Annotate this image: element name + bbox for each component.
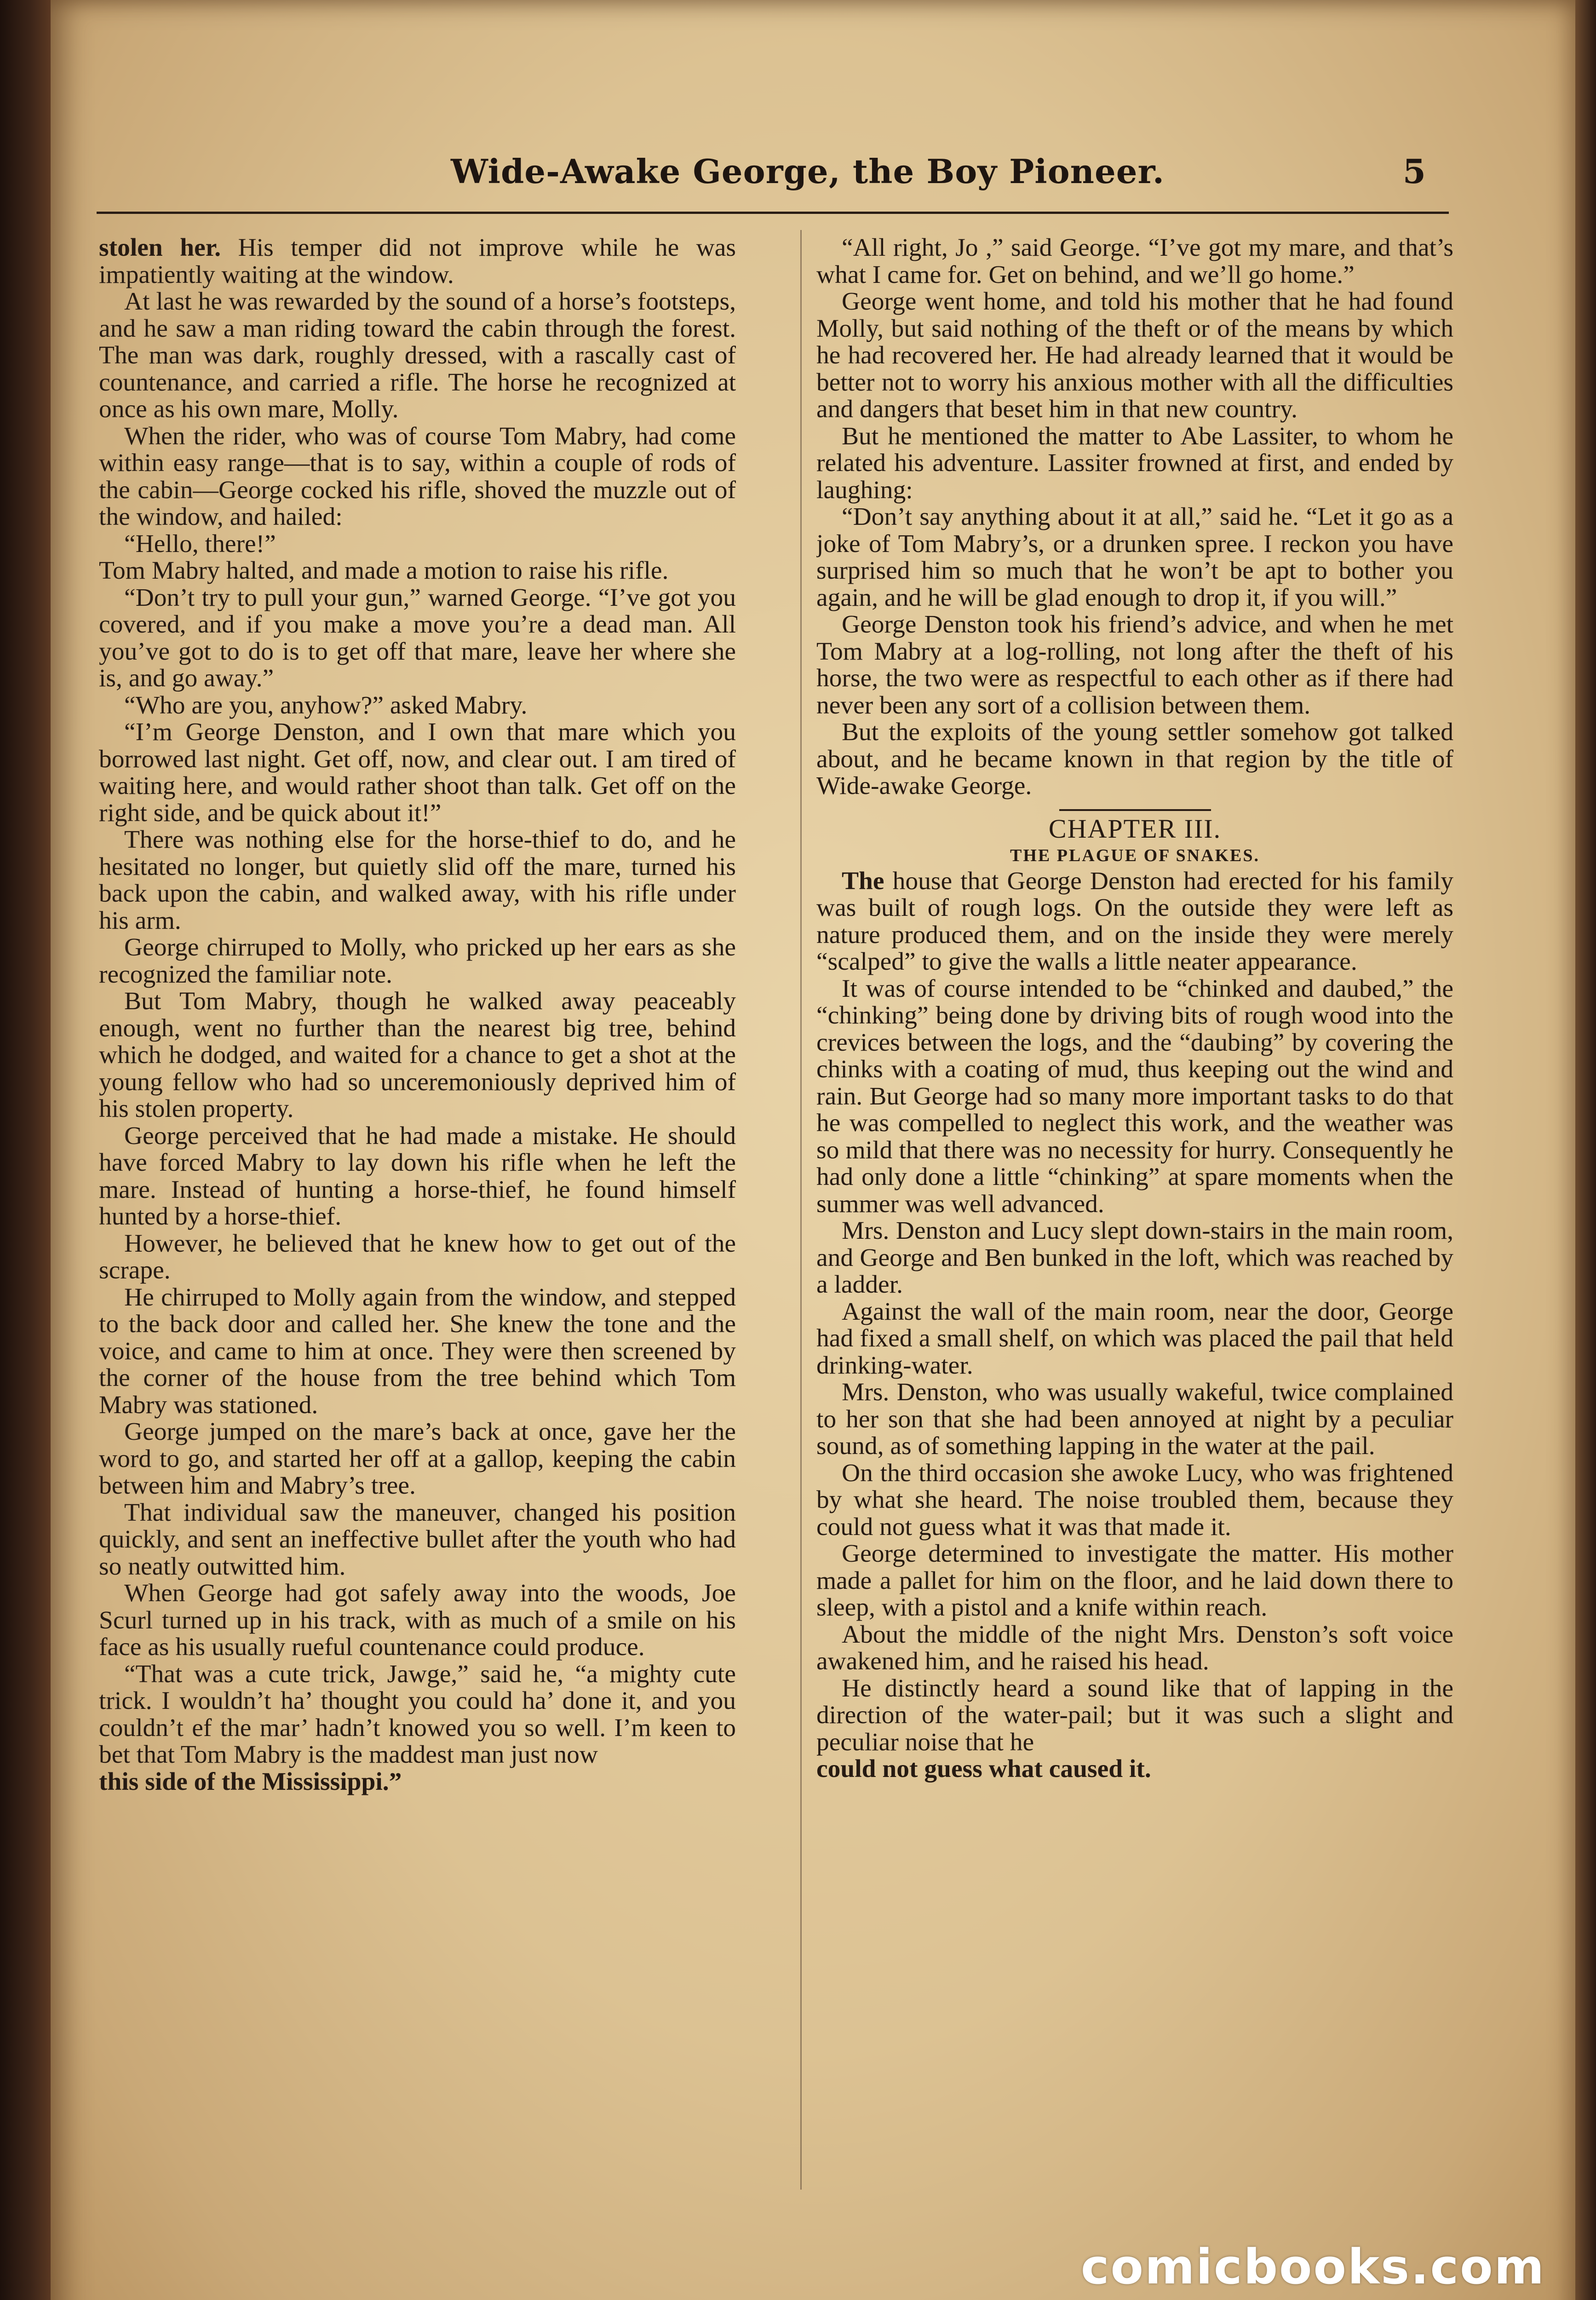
header-rule: [97, 212, 1449, 214]
chapter-subtitle: THE PLAGUE OF SNAKES.: [1010, 845, 1260, 865]
paragraph: It was of course intended to be “chinked and daubed,” the “chinking” being done by driving bits of rough wood into the crevices between the logs, and the “daubing” by covering the chinks with a coating of mud, thus keeping out the wind and rain. But George had so many more important tasks to do that he was compelled to neglect this work, and the weather was so mild that there was no necessity for hurry. Consequently he had only done a little “chinking” at spare moments when the summer was well advanced.: [816, 974, 1453, 1218]
paragraph: “I’m George Denston, and I own that mare which you borrowed last night. Get off, now, and clear out. I am tired of waiting here, and would rather shoot than talk. Get off on the right side, and be quick about it!”: [99, 718, 736, 827]
paragraph: He chirruped to Molly again from the window, and stepped to the back door and called her. She knew the tone and the voice, and came to him at once. They were then screened by the corner of the house from the tree behind which Tom Mabry was stationed.: [99, 1283, 736, 1419]
paragraph-closing-line: this side of the Mississippi.”: [99, 1767, 402, 1796]
paragraph: George Denston took his friend’s advice, and when he met Tom Mabry at a log-rolling, not long after the theft of his horse, the two were as respectful to each other as if there had never been any sort of a collision between them.: [816, 610, 1453, 719]
paragraph: Against the wall of the main room, near the door, George had fixed a small shelf, on which was placed the pail that held drinking-water.: [816, 1297, 1453, 1380]
paragraph: [816, 868, 1453, 976]
paragraph: George determined to investigate the matter. His mother made a pallet for him on the floor, and he laid down there to sleep, with a pistol and a knife within reach.: [816, 1540, 1453, 1622]
paragraph-lead: The: [842, 867, 884, 895]
running-header: [120, 152, 1440, 207]
paragraph: There was nothing else for the horse-thief to do, and he hesitated no longer, but quietly slid off the mare, turned his back upon the cabin, and walked away, with his rifle under his arm.: [99, 826, 736, 935]
paragraph: When George had got safely away into the woods, Joe Scurl turned up in his track, with as much of a smile on his face as his usually rueful countenance could produce.: [99, 1579, 736, 1661]
paragraph: “Don’t try to pull your gun,” warned George. “I’ve got you covered, and if you make a move you’re a dead man. All you’ve got to do is to get off that mare, leave her where she is, and go away.”: [99, 583, 736, 692]
book-binding: [0, 0, 51, 2300]
column-divider: [800, 230, 802, 2190]
paragraph-text: His temper did not improve while he was impatiently waiting at the window.: [99, 235, 736, 289]
paragraph: George chirruped to Molly, who pricked up her ears as she recognized the familiar note.: [99, 933, 736, 989]
right-column: [816, 235, 1453, 2208]
site-watermark: comicbooks.com: [1080, 2239, 1545, 2295]
paragraph: George went home, and told his mother that he had found Molly, but said nothing of the theft or of the means by which he had recovered her. He had already learned that it would be better not to worry his anxious mother with all the difficulties and dangers that beset him in that new country.: [816, 288, 1453, 423]
paragraph: When the rider, who was of course Tom Mabry, had come within easy range—that is to say, within a couple of rods of the cabin—George cocked his rifle, shoved the muzzle out of the window, and hailed:: [99, 422, 736, 531]
paragraph: However, he believed that he knew how to get out of the scrape.: [99, 1229, 736, 1284]
paragraph: Tom Mabry halted, and made a motion to raise his rifle.: [99, 557, 669, 585]
paragraph: “Who are you, anyhow?” asked Mabry.: [124, 691, 528, 719]
page-number: 5: [1402, 152, 1426, 191]
paragraph: On the third occasion she awoke Lucy, who was frightened by what she heard. The noise troubled them, because they could not guess what it was that made it.: [816, 1459, 1453, 1541]
running-title: Wide-Awake George, the Boy Pioneer.: [451, 152, 1165, 191]
paragraph-closing-line: could not guess what caused it.: [816, 1755, 1151, 1783]
paragraph: But Tom Mabry, though he walked away peaceably enough, went no further than the nearest big tree, behind which he dodged, and waited for a chance to get a shot at the young fellow who had so unceremoniously deprived him of his stolen property.: [99, 987, 736, 1123]
paragraph: But he mentioned the matter to Abe Lassiter, to whom he related his adventure. Lassiter frowned at first, and ended by laughing:: [816, 422, 1453, 504]
paragraph-lead: stolen her.: [99, 235, 221, 262]
paragraph: But the exploits of the young settler somehow got talked about, and he became known in that region by the title of Wide-awake George.: [816, 718, 1453, 800]
paragraph: Mrs. Denston, who was usually wakeful, twice complained to her son that she had been annoyed at night by a peculiar sound, as of something lapping in the water at the pail.: [816, 1378, 1453, 1460]
paragraph: Mrs. Denston and Lucy slept down-stairs in the main room, and George and Ben bunked in the loft, which was reached by a ladder.: [816, 1217, 1453, 1299]
paragraph: George perceived that he had made a mistake. He should have forced Mabry to lay down his rifle when he left the mare. Instead of hunting a horse-thief, he found himself hunted by a horse-thief.: [99, 1121, 736, 1230]
paragraph: [99, 235, 736, 288]
paragraph: About the middle of the night Mrs. Denston’s soft voice awakened him, and he raised his head.: [816, 1620, 1453, 1675]
chapter-title: CHAPTER III.: [1048, 813, 1222, 844]
paragraph: That individual saw the maneuver, changed his position quickly, and sent an ineffective bullet after the youth who had so neatly outwitted him.: [99, 1498, 736, 1581]
paragraph: At last he was rewarded by the sound of a horse’s footsteps, and he saw a man riding toward the cabin through the forest. The man was dark, roughly dressed, with a rascally cast of countenance, and carried a rifle. The horse he recognized at once as his own mare, Molly.: [99, 288, 736, 423]
paragraph: George jumped on the mare’s back at once, gave her the word to go, and started her off at a gallop, keeping the cabin between him and Mabry’s tree.: [99, 1418, 736, 1500]
paragraph: He distinctly heard a sound like that of lapping in the direction of the water-pail; but it was such a slight and peculiar noise that he: [816, 1674, 1453, 1756]
page-edge: [1575, 0, 1596, 2300]
paragraph: “Hello, there!”: [124, 529, 276, 558]
paragraph: “All right, Jo ,” said George. “I’ve got my mare, and that’s what I came for. Get on behind, and we’ll go home.”: [816, 235, 1453, 289]
paragraph: “That was a cute trick, Jawge,” said he, “a mighty cute trick. I wouldn’t ha’ thought you could ha’ done it, and you couldn’t ef the mar’ hadn’t knowed you so well. I’m keen to bet that Tom Mabry is the maddest man just now: [99, 1660, 736, 1769]
left-column: [99, 235, 736, 2208]
paragraph-text: house that George Denston had erected for his family was built of rough logs. On the outside they were left as nature produced them, and on the inside they were merely “scalped” to give the walls a little neater appearance.: [816, 867, 1453, 976]
paragraph: “Don’t say anything about it at all,” said he. “Let it go as a joke of Tom Mabry’s, or a drunken spree. I reckon you have surprised him so much that he won’t be apt to bother you again, and he will be glad enough to drop it, if you will.”: [816, 503, 1453, 612]
chapter-rule: [1059, 809, 1211, 811]
